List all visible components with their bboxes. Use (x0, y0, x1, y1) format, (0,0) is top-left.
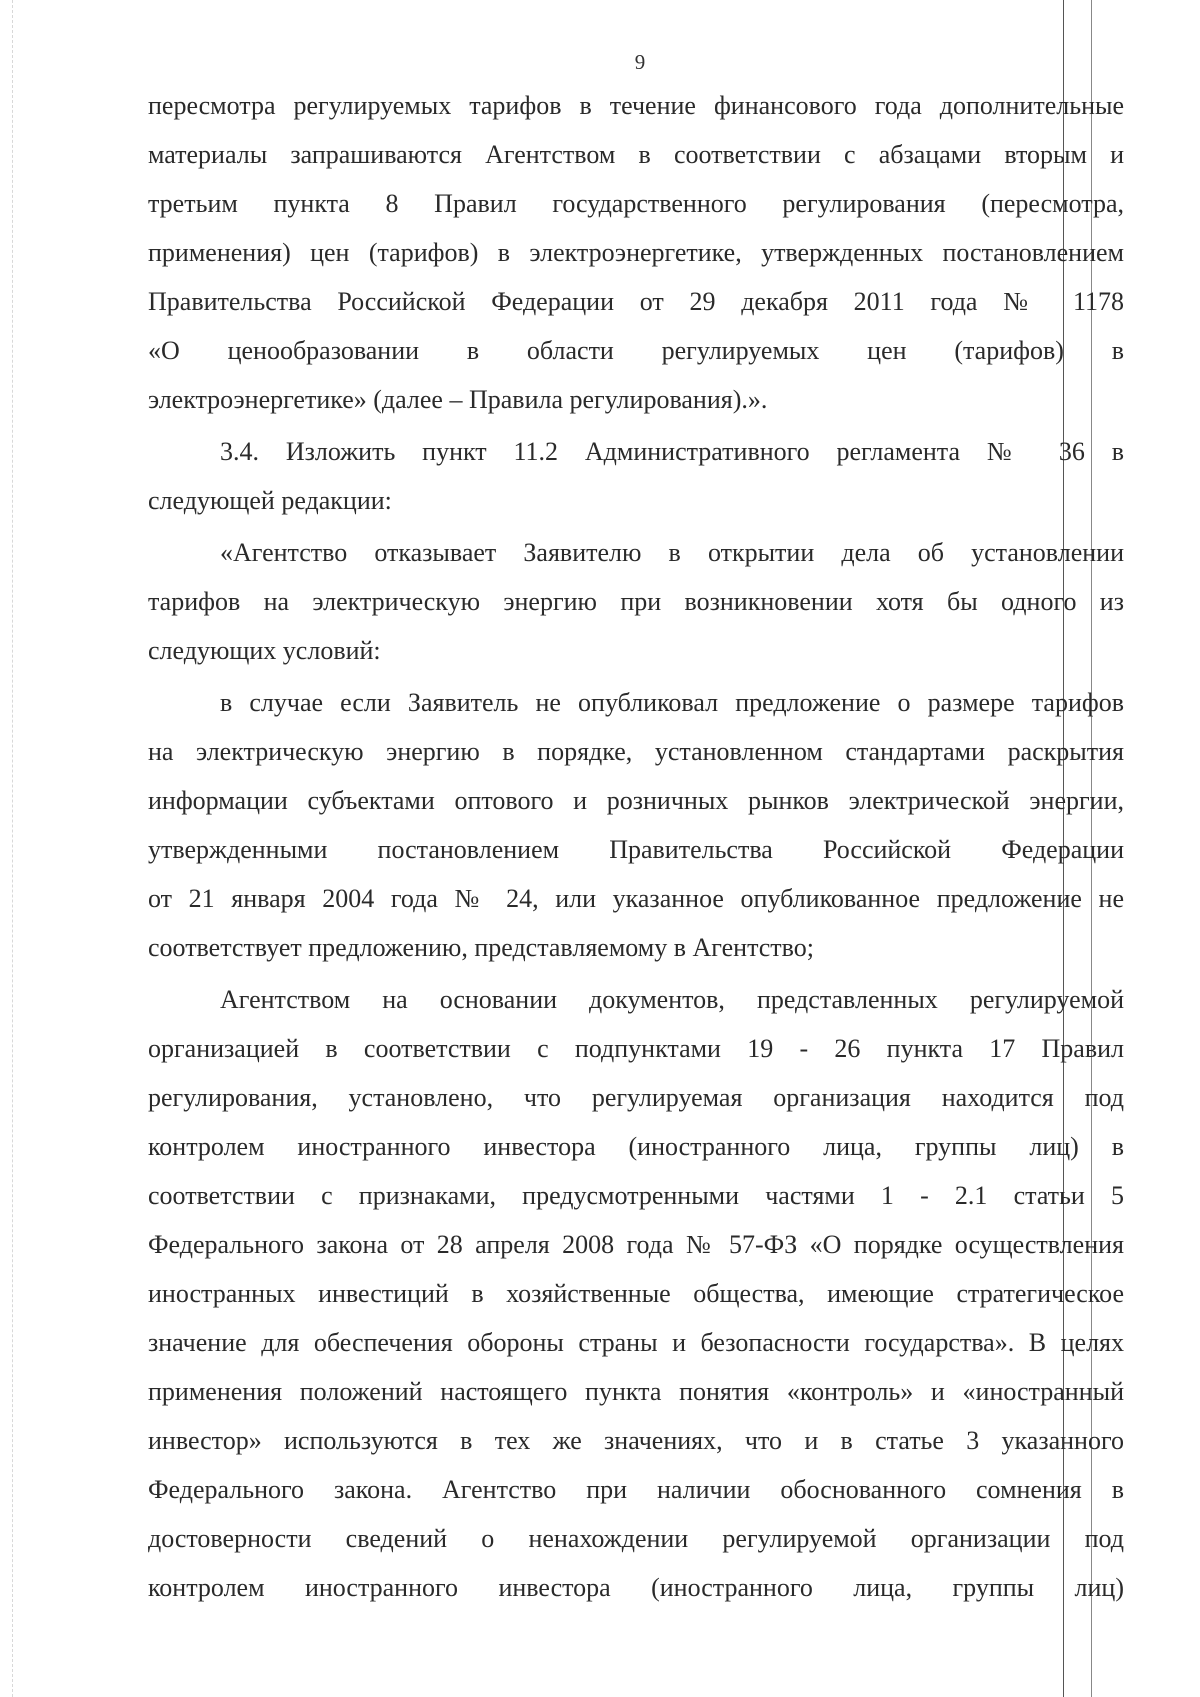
text-line: электроэнергетике» (далее – Правила регулирования).». (148, 385, 768, 414)
text-line: организацией в соответствии с подпунктами 19 - 26 пункта 17 Правил (148, 1034, 1124, 1063)
text-line: на электрическую энергию в порядке, установленном стандартами раскрытия (148, 737, 1124, 766)
scan-edge-mark (12, 0, 13, 1697)
text-line: «Агентство отказывает Заявителю в открытии дела об установлении (220, 538, 1124, 567)
text-line: Федерального закона. Агентство при наличии обоснованного сомнения в (148, 1475, 1124, 1504)
text-line: 3.4. Изложить пункт 11.2 Административного регламента № 36 в (220, 437, 1124, 466)
text-line: «О ценообразовании в области регулируемых цен (тарифов) в (148, 336, 1124, 365)
text-line: тарифов на электрическую энергию при возникновении хотя бы одного из (148, 587, 1124, 616)
text-line: значение для обеспечения обороны страны и безопасности государства». В целях (148, 1328, 1124, 1357)
text-line: пересмотра регулируемых тарифов в течение финансового года дополнительные (148, 91, 1124, 120)
text-line: информации субъектами оптового и розничных рынков электрической энергии, (148, 786, 1124, 815)
text-line: Правительства Российской Федерации от 29 декабря 2011 года № 1178 (148, 287, 1124, 316)
text-line: контролем иностранного инвестора (иностранного лица, группы лиц) в (148, 1132, 1124, 1161)
text-line: Федерального закона от 28 апреля 2008 года № 57-ФЗ «О порядке осуществления (148, 1230, 1124, 1259)
text-line: применения положений настоящего пункта понятия «контроль» и «иностранный (148, 1377, 1124, 1406)
text-line: утвержденными постановлением Правительства Российской Федерации (148, 835, 1124, 864)
text-line: инвестор» используются в тех же значениях, что и в статье 3 указанного (148, 1426, 1124, 1455)
text-line: Агентством на основании документов, представленных регулируемой (220, 985, 1124, 1014)
text-line: контролем иностранного инвестора (иностранного лица, группы лиц) (148, 1573, 1124, 1602)
text-line: в случае если Заявитель не опубликовал предложение о размере тарифов (220, 688, 1124, 717)
text-line: соответствует предложению, представляемому в Агентство; (148, 933, 814, 962)
text-line: следующей редакции: (148, 486, 392, 515)
text-line: соответствии с признаками, предусмотренными частями 1 - 2.1 статьи 5 (148, 1181, 1124, 1210)
text-line: от 21 января 2004 года № 24, или указанное опубликованное предложение не (148, 884, 1124, 913)
text-line: следующих условий: (148, 636, 381, 665)
text-line: достоверности сведений о ненахождении регулируемой организации под (148, 1524, 1124, 1553)
text-line: третьим пункта 8 Правил государственного регулирования (пересмотра, (148, 189, 1124, 218)
text-line: иностранных инвестиций в хозяйственные общества, имеющие стратегическое (148, 1279, 1124, 1308)
page-number: 9 (634, 50, 646, 74)
text-line: применения) цен (тарифов) в электроэнергетике, утвержденных постановлением (148, 238, 1124, 267)
text-line: регулирования, установлено, что регулируемая организация находится под (148, 1083, 1124, 1112)
text-line: материалы запрашиваются Агентством в соответствии с абзацами вторым и (148, 140, 1124, 169)
